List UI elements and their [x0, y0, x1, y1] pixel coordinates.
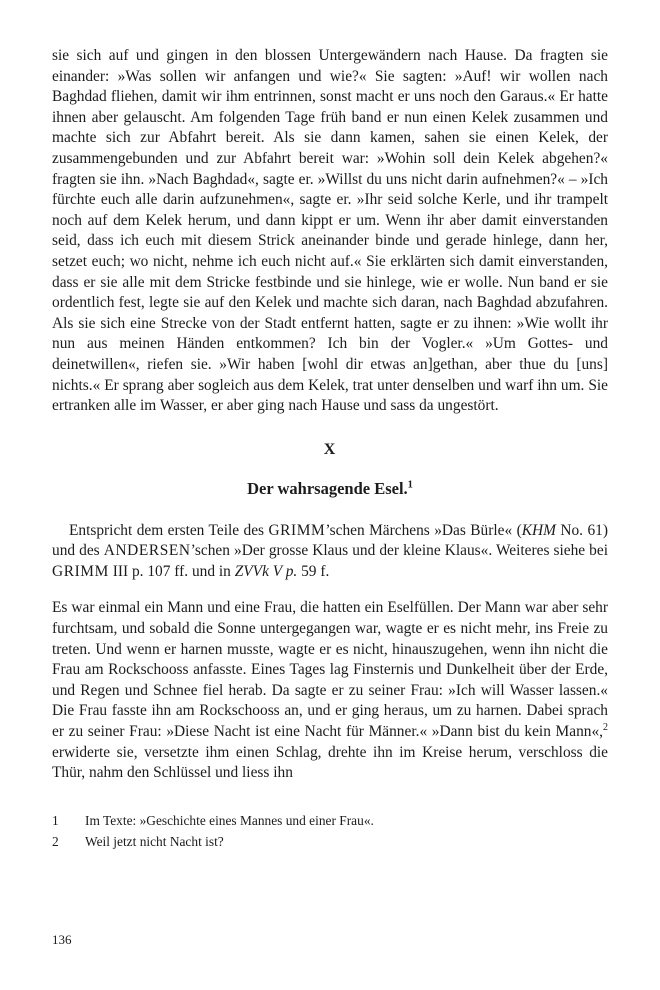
- zvvk-abbreviation: ZVVk V p.: [234, 562, 298, 580]
- page-number: 136: [52, 932, 72, 947]
- story-segment: Es war einmal ein Mann und eine Frau, die hatten ein Eselfüllen. Der Mann war aber sehr furchtsam, und sobald die Sonne untergegangen war, wagte er es nicht mehr, ins Freie zu treten. Und wenn er harnen musste, wagte er es nicht, hinauszugehen, wenn ihn nicht die Frau am Rockschooss anfasste. Eines Tages lag Finsternis und Dunkelheit über der Erde, und Regen und Schnee fiel herab. Da sagte er zu seiner Frau: »Ich will Wasser lassen.« Die Frau fasste ihn am Rockschooss an, und er ging heraus, um zu harnen. Dabei sprach er zu seiner Frau: »Diese Nacht ist eine Nacht für Männer.« »Dann bist du kein Mann«,: [52, 599, 608, 741]
- footnote-1: [52, 810, 608, 831]
- chapter-number: X: [323, 440, 337, 458]
- source-note-segment: ’schen Märchens »Das Bürle« (: [325, 521, 522, 539]
- story-paragraph: [52, 598, 608, 783]
- footnote-number: 2: [52, 833, 59, 849]
- author-name-grimm: GRIMM: [268, 521, 326, 539]
- khm-abbreviation: KHM: [521, 521, 556, 539]
- source-note-paragraph: [52, 521, 608, 583]
- source-note-segment: ’schen »Der grosse Klaus und der kleine Klaus«. Weiteres siehe bei: [190, 542, 608, 560]
- footnote-ref-2: 2: [603, 721, 608, 733]
- footnote-ref-1: 1: [407, 479, 413, 491]
- source-note-segment: 59 f.: [297, 562, 330, 580]
- footnote-number: 1: [52, 812, 59, 828]
- source-note-segment: III p. 107 ff. und in: [108, 562, 235, 580]
- footnotes-block: [52, 810, 608, 852]
- author-name-andersen: ANDERSEN: [103, 542, 191, 560]
- footnote-text: Weil jetzt nicht Nacht ist?: [85, 833, 224, 849]
- story-segment: erwiderte sie, versetzte ihm einen Schlag, drehte ihn im Kreise herum, verschloss die Thür, nahm den Schlüssel und liess ihn: [52, 743, 608, 782]
- source-note-segment: Entspricht dem ersten Teile des: [69, 521, 269, 539]
- source-note-segment: No. 61) und des: [52, 521, 608, 560]
- chapter-title: [52, 479, 608, 499]
- story-continuation-paragraph: sie sich auf und gingen in den blossen Untergewändern nach Hause. Da fragten sie einander: »Was sollen wir anfangen und wie?« Sie sagten: »Auf! wir wollen nach Baghdad fliehen, damit wir ihm entrinnen, sonst macht er uns noch den Garaus.« Er hatte ihnen aber gelauscht. Am folgenden Tage früh band er nun einen Kelek zusammen und machte sich zur Abfahrt bereit. Als sie dann kamen, sahen sie einen Kelek, der zusammengebunden und zur Abfahrt bereit war: »Wohin soll dein Kelek abgehen?« fragten sie ihn. »Nach Baghdad«, sagte er. »Willst du uns nicht darin aufnehmen?« – »Ich fürchte euch alle darin aufzunehmen«, sagte er. »Ihr seid solche Kerle, und ihr trampelt noch auf dem Kelek herum, und dann kippt er um. Wenn ihr aber damit einverstanden seid, dass ich euch mit diesem Strick aneinander binde und gerade hinlege, dann her, setzet euch; wo nicht, nehme ich euch nicht auf.« Sie erklärten sich damit einverstanden, dass er sie alle mit dem Stricke festbinde und sie hinlege, wie er wolle. Nun band er sie ordentlich fest, legte sie auf den Kelek und machte sich daran, nach Baghdad abzufahren. Als sie sich eine Strecke von der Stadt entfernt hatten, sagte er zu ihnen: »Wie wollt ihr nun aus meinen Händen entkommen? Ich bin der Vogler.« »Um Gottes- und deinetwillen«, riefen sie. »Wir haben [wohl dir etwas an]gethan, aber thue du [uns] nichts.« Er sprang aber sogleich aus dem Kelek, trat unter denselben und warf ihn um. Sie ertranken alle im Wasser, er aber ging nach Hause und sass da ungestört.: [52, 47, 608, 415]
- chapter-title-text: Der wahrsagende Esel.: [247, 478, 408, 498]
- footnote-2: [52, 831, 608, 852]
- author-name-grimm-2: GRIMM: [52, 562, 109, 580]
- footnote-text: Im Texte: »Geschichte eines Mannes und einer Frau«.: [85, 812, 374, 828]
